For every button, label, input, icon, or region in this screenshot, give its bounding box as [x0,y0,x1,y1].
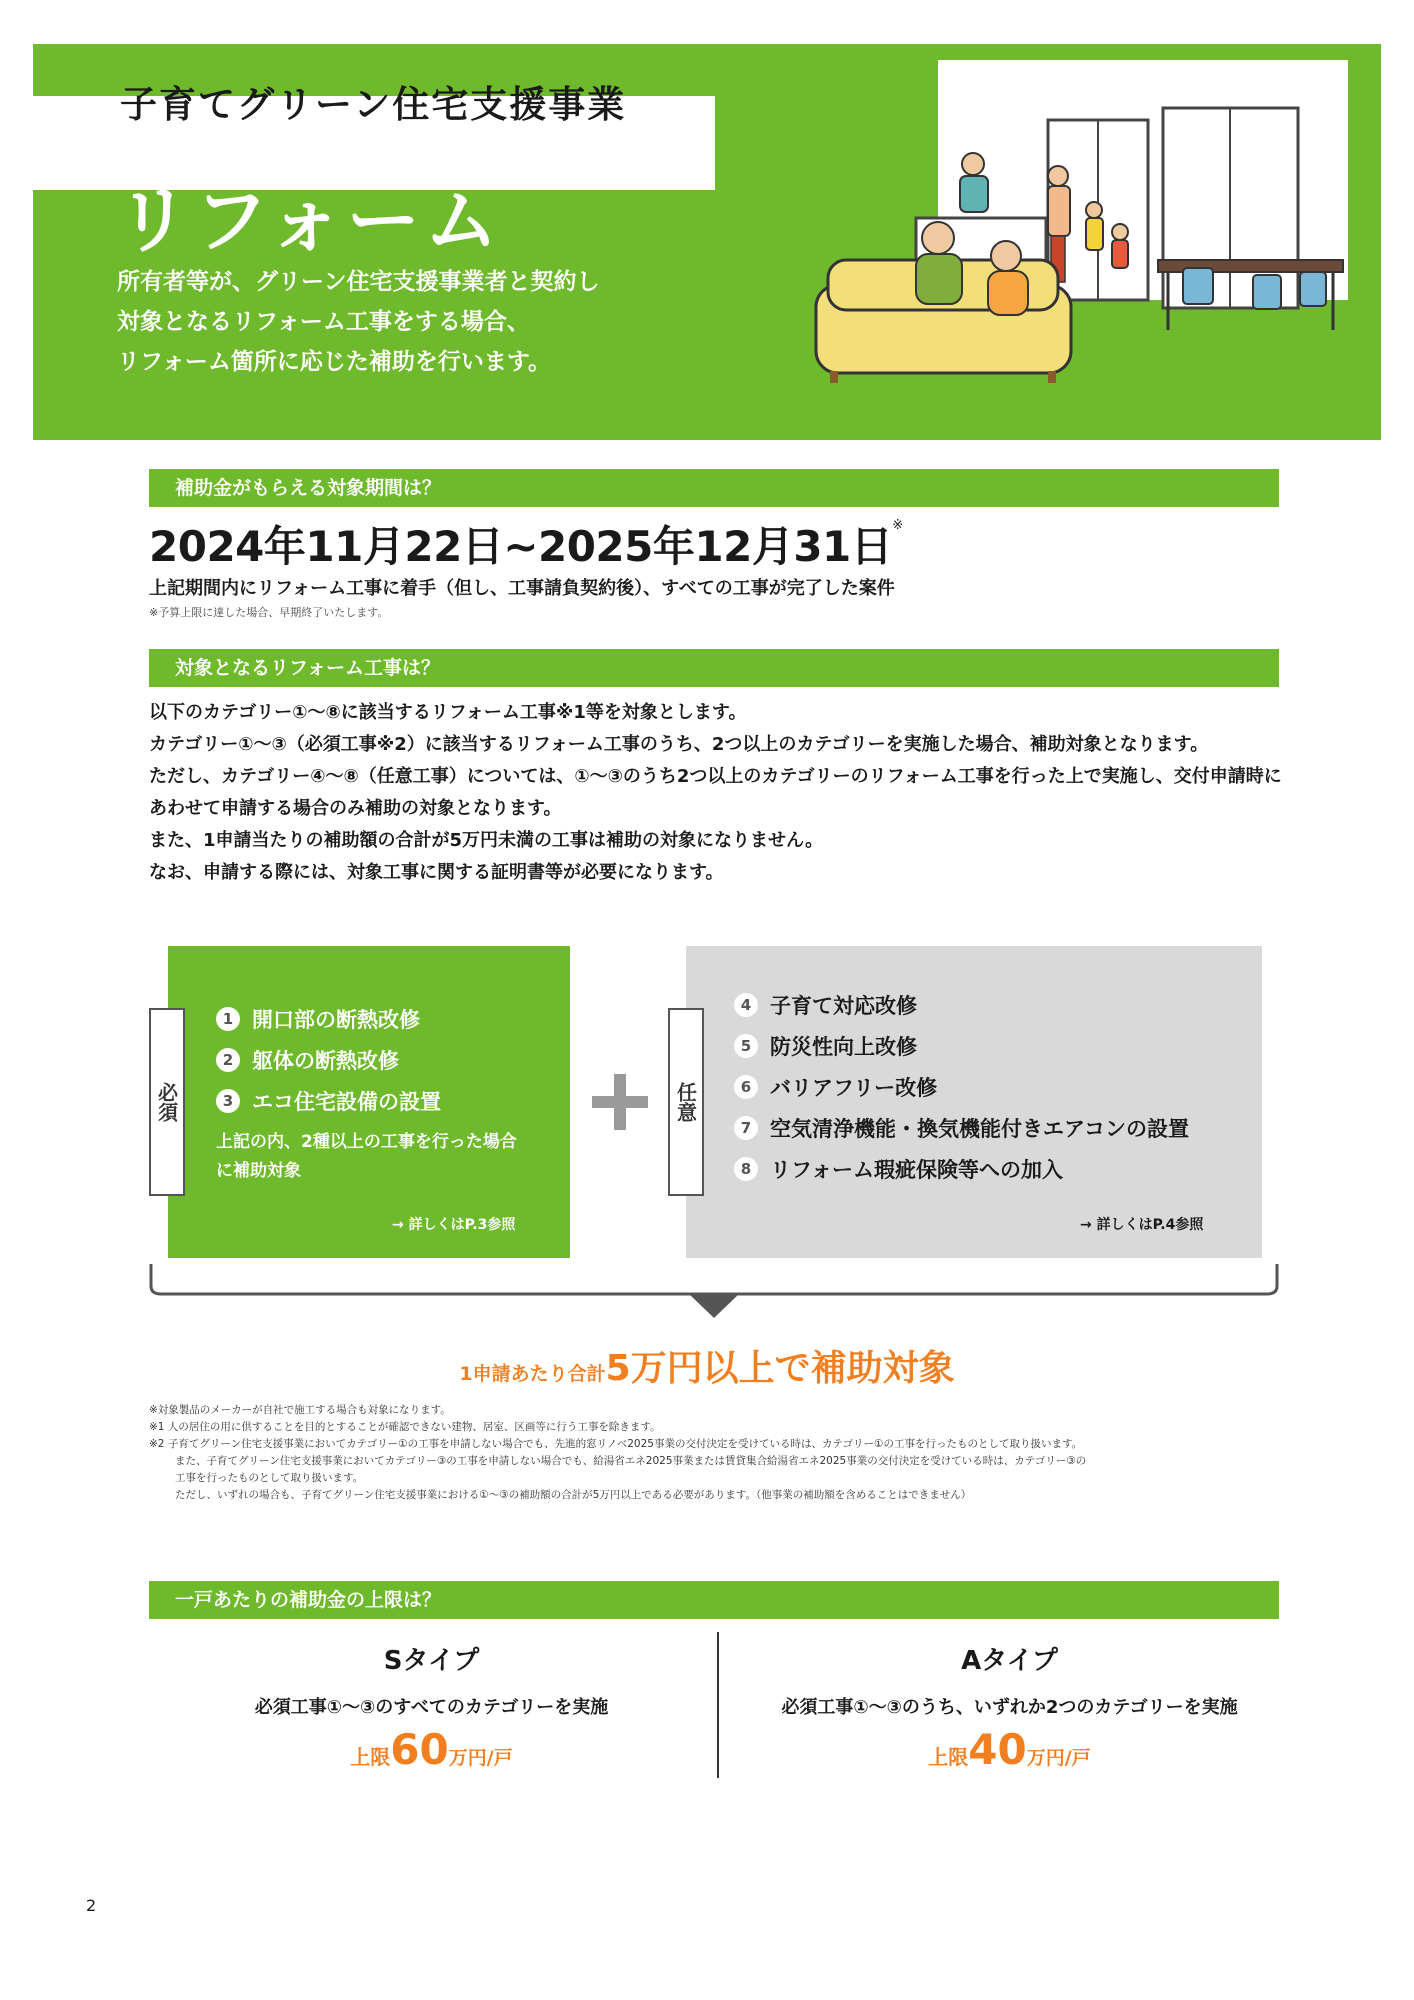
footnote: 工事を行ったものとして取り扱います。 [175,1472,364,1484]
period-condition: 上記期間内にリフォーム工事に着手（但し、工事請負契約後）、すべての工事が完了した案件 [149,578,895,599]
bracket-arrow [149,1262,1279,1332]
hero-lead [117,262,600,382]
eligibility-result [0,1340,1414,1391]
optional-item [734,1072,937,1102]
limit-section-heading: 一戸あたりの補助金の上限は？ [149,1581,1279,1619]
required-item [216,1045,399,1075]
item-number: 6 [734,1075,758,1099]
item-number: 3 [216,1089,240,1113]
type-description: 必須工事①～③のうち、いずれか2つのカテゴリーを実施 [781,1697,1238,1718]
item-number: 5 [734,1034,758,1058]
required-tag: 必須 [149,1008,185,1196]
limit-unit: 万円/戸 [448,1747,513,1769]
item-label: 空気清浄機能・換気機能付きエアコンの設置 [770,1117,1189,1141]
period-section-heading: 補助金がもらえる対象期間は？ [149,469,1279,507]
required-item [216,1004,420,1034]
footnote: ※1 人の居住の用に供することを目的とすることが確認できない建物、居室、区画等に行う工事を除きます。 [149,1421,661,1433]
budget-note: ※予算上限に達した場合、早期終了いたします。 [149,606,389,619]
family-living-room-illustration [808,60,1348,395]
required-condition [216,1128,517,1186]
footnotes [149,1402,1279,1504]
footnote: また、子育てグリーン住宅支援事業においてカテゴリー③の工事を申請しない場合でも、給湯省エネ2025事業または賃貸集合給湯省エネ2025事業の交付決定を受けている時は、カテゴリー③の [175,1455,1087,1467]
type-limit [727,1725,1292,1774]
type-divider [717,1632,719,1778]
item-number: 1 [216,1007,240,1031]
optional-item [734,1031,917,1061]
item-label: 開口部の断熱改修 [252,1008,420,1032]
footnote: ただし、いずれの場合も、子育てグリーン住宅支援事業における①～③の補助額の合計が5万円以上である必要があります。（他事業の補助額を含めることはできません） [175,1489,972,1501]
footnote: ※2 子育てグリーン住宅支援事業においてカテゴリー①の工事を申請しない場合でも、先進的窓リノベ2025事業の交付決定を受けている時は、カテゴリー①の工事を行ったものとして取り扱います。 [149,1438,1083,1450]
type-limit [149,1725,714,1774]
page4-reference: → 詳しくはP.4参照 [1080,1217,1204,1233]
type-description: 必須工事①～③のすべてのカテゴリーを実施 [254,1697,609,1718]
limit-label: 上限 [928,1745,969,1769]
item-label: リフォーム瑕疵保険等への加入 [770,1158,1063,1182]
limit-value: 40 [968,1725,1027,1774]
optional-item [734,1154,1063,1184]
type-title: Aタイプ [961,1646,1058,1676]
item-label: バリアフリー改修 [770,1076,938,1100]
optional-item [734,1113,1189,1143]
item-label: 子育て対応改修 [770,994,917,1018]
required-condition-line: に補助対象 [216,1161,301,1181]
item-number: 2 [216,1048,240,1072]
hero-lead-line: 対象となるリフォーム工事をする場合、 [117,309,530,335]
page-number: 2 [86,1896,97,1915]
work-paragraph: 以下のカテゴリー①～⑧に該当するリフォーム工事※1等を対象とします。 [149,702,747,723]
page-heading: リフォーム [116,178,503,264]
limit-value: 60 [390,1725,449,1774]
program-title: 子育てグリーン住宅支援事業 [120,83,627,126]
work-paragraph: また、1申請当たりの補助額の合計が5万円未満の工事は補助の対象になりません。 [149,830,824,851]
optional-tag: 任意 [668,1008,704,1196]
plus-icon [590,1072,650,1132]
work-description [149,697,1284,889]
work-paragraph: カテゴリー①～③（必須工事※2）に該当するリフォーム工事のうち、2つ以上のカテゴリーを実施した場合、補助対象となります。 [149,734,1209,755]
work-paragraph: なお、申請する際には、対象工事に関する証明書等が必要になります。 [149,862,724,883]
item-number: 8 [734,1157,758,1181]
target-period [149,514,903,574]
work-section-heading: 対象となるリフォーム工事は？ [149,649,1279,687]
item-number: 7 [734,1116,758,1140]
optional-item [734,990,917,1020]
work-paragraph: ただし、カテゴリー④～⑧（任意工事）については、①～③のうち2つ以上のカテゴリーのリフォーム工事を行った上で実施し、交付申請時にあわせて申請する場合のみ補助の対象となります。 [149,766,1282,819]
hero-lead-line: 所有者等が、グリーン住宅支援事業者と契約し [117,269,600,295]
hero-lead-line: リフォーム箇所に応じた補助を行います。 [117,349,552,375]
required-item [216,1086,441,1116]
item-label: 躯体の断熱改修 [252,1049,399,1073]
s-type [149,1640,714,1774]
footnote: ※対象製品のメーカーが自社で施工する場合も対象になります。 [149,1404,451,1416]
item-number: 4 [734,993,758,1017]
result-prefix: 1申請あたり合計 [459,1363,606,1385]
page3-reference: → 詳しくはP.3参照 [392,1217,516,1233]
a-type [727,1640,1292,1774]
result-main: 5万円以上で補助対象 [605,1348,955,1389]
item-label: エコ住宅設備の設置 [252,1090,441,1114]
period-note-mark: ※ [892,518,903,533]
limit-label: 上限 [350,1745,391,1769]
period-dates: 2024年11月22日~2025年12月31日 [149,522,893,571]
type-title: Sタイプ [383,1646,480,1676]
item-label: 防災性向上改修 [770,1035,917,1059]
limit-unit: 万円/戸 [1026,1747,1091,1769]
required-condition-line: 上記の内、2種以上の工事を行った場合 [216,1132,517,1152]
